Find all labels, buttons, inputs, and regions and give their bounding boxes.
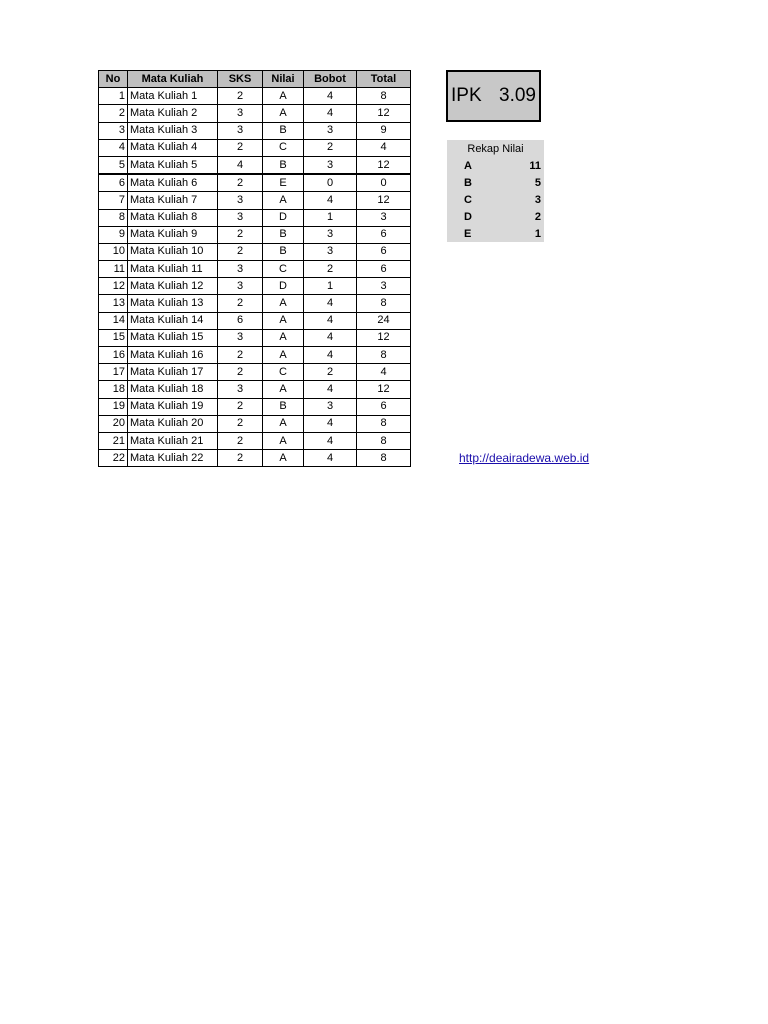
row-nilai: A xyxy=(263,381,304,398)
table-row xyxy=(99,105,411,122)
row-total: 6 xyxy=(357,243,411,260)
row-sks: 2 xyxy=(218,226,263,243)
table-row xyxy=(99,122,411,139)
row-no: 4 xyxy=(99,139,128,156)
row-mata-kuliah: Mata Kuliah 1 xyxy=(128,88,218,105)
row-total: 12 xyxy=(357,192,411,209)
row-sks: 2 xyxy=(218,364,263,381)
row-bobot: 4 xyxy=(304,329,357,346)
row-no: 15 xyxy=(99,329,128,346)
table-row xyxy=(99,156,411,174)
row-total: 0 xyxy=(357,174,411,192)
table-row xyxy=(99,226,411,243)
header-bobot: Bobot xyxy=(304,71,357,88)
row-no: 22 xyxy=(99,450,128,467)
rekap-grade: D xyxy=(447,208,506,225)
row-bobot: 4 xyxy=(304,295,357,312)
row-bobot: 4 xyxy=(304,192,357,209)
row-total: 12 xyxy=(357,105,411,122)
row-bobot: 4 xyxy=(304,88,357,105)
row-nilai: A xyxy=(263,450,304,467)
row-nilai: A xyxy=(263,329,304,346)
row-total: 8 xyxy=(357,88,411,105)
row-mata-kuliah: Mata Kuliah 20 xyxy=(128,415,218,432)
row-nilai: A xyxy=(263,312,304,329)
row-bobot: 4 xyxy=(304,381,357,398)
rekap-count: 5 xyxy=(506,174,544,191)
row-nilai: C xyxy=(263,139,304,156)
row-no: 8 xyxy=(99,209,128,226)
row-sks: 3 xyxy=(218,105,263,122)
row-total: 6 xyxy=(357,226,411,243)
row-total: 12 xyxy=(357,156,411,174)
row-mata-kuliah: Mata Kuliah 2 xyxy=(128,105,218,122)
ipk-box xyxy=(446,70,541,122)
row-nilai: A xyxy=(263,88,304,105)
row-total: 6 xyxy=(357,261,411,278)
row-mata-kuliah: Mata Kuliah 11 xyxy=(128,261,218,278)
row-bobot: 4 xyxy=(304,450,357,467)
row-nilai: D xyxy=(263,278,304,295)
row-nilai: B xyxy=(263,398,304,415)
row-sks: 2 xyxy=(218,139,263,156)
row-bobot: 2 xyxy=(304,364,357,381)
row-mata-kuliah: Mata Kuliah 10 xyxy=(128,243,218,260)
row-total: 8 xyxy=(357,347,411,364)
row-nilai: D xyxy=(263,209,304,226)
row-no: 13 xyxy=(99,295,128,312)
row-bobot: 1 xyxy=(304,278,357,295)
row-mata-kuliah: Mata Kuliah 6 xyxy=(128,174,218,192)
row-total: 8 xyxy=(357,450,411,467)
rekap-row xyxy=(447,157,544,174)
rekap-row xyxy=(447,174,544,191)
row-mata-kuliah: Mata Kuliah 19 xyxy=(128,398,218,415)
row-nilai: C xyxy=(263,364,304,381)
row-nilai: E xyxy=(263,174,304,192)
rekap-grade: B xyxy=(447,174,506,191)
row-mata-kuliah: Mata Kuliah 22 xyxy=(128,450,218,467)
row-bobot: 3 xyxy=(304,226,357,243)
row-bobot: 2 xyxy=(304,139,357,156)
grades-table xyxy=(98,70,411,467)
row-nilai: A xyxy=(263,432,304,449)
row-no: 1 xyxy=(99,88,128,105)
row-total: 12 xyxy=(357,329,411,346)
table-row xyxy=(99,381,411,398)
row-mata-kuliah: Mata Kuliah 13 xyxy=(128,295,218,312)
row-nilai: A xyxy=(263,347,304,364)
row-bobot: 1 xyxy=(304,209,357,226)
row-nilai: B xyxy=(263,226,304,243)
ipk-label: IPK xyxy=(451,85,482,106)
row-no: 9 xyxy=(99,226,128,243)
row-sks: 2 xyxy=(218,295,263,312)
row-no: 5 xyxy=(99,156,128,174)
row-mata-kuliah: Mata Kuliah 12 xyxy=(128,278,218,295)
row-sks: 6 xyxy=(218,312,263,329)
rekap-nilai-table xyxy=(447,140,544,242)
row-sks: 3 xyxy=(218,122,263,139)
row-no: 21 xyxy=(99,432,128,449)
row-bobot: 3 xyxy=(304,156,357,174)
row-total: 8 xyxy=(357,295,411,312)
row-nilai: A xyxy=(263,192,304,209)
table-header-row xyxy=(99,71,411,88)
row-bobot: 4 xyxy=(304,347,357,364)
row-nilai: A xyxy=(263,105,304,122)
row-no: 10 xyxy=(99,243,128,260)
row-bobot: 3 xyxy=(304,398,357,415)
table-row xyxy=(99,174,411,192)
row-no: 11 xyxy=(99,261,128,278)
row-no: 3 xyxy=(99,122,128,139)
row-bobot: 3 xyxy=(304,243,357,260)
header-no: No xyxy=(99,71,128,88)
row-no: 18 xyxy=(99,381,128,398)
rekap-title: Rekap Nilai xyxy=(447,140,544,157)
row-total: 12 xyxy=(357,381,411,398)
row-mata-kuliah: Mata Kuliah 14 xyxy=(128,312,218,329)
row-mata-kuliah: Mata Kuliah 15 xyxy=(128,329,218,346)
row-sks: 3 xyxy=(218,329,263,346)
row-bobot: 4 xyxy=(304,432,357,449)
rekap-table-body xyxy=(447,157,544,242)
row-nilai: B xyxy=(263,122,304,139)
row-mata-kuliah: Mata Kuliah 3 xyxy=(128,122,218,139)
rekap-grade: C xyxy=(447,191,506,208)
row-nilai: A xyxy=(263,415,304,432)
website-link[interactable]: http://deairadewa.web.id xyxy=(459,451,590,465)
row-total: 3 xyxy=(357,209,411,226)
table-row xyxy=(99,432,411,449)
row-sks: 2 xyxy=(218,347,263,364)
header-mata-kuliah: Mata Kuliah xyxy=(128,71,218,88)
table-row xyxy=(99,415,411,432)
header-nilai: Nilai xyxy=(263,71,304,88)
table-row xyxy=(99,88,411,105)
row-sks: 2 xyxy=(218,450,263,467)
row-no: 14 xyxy=(99,312,128,329)
rekap-grade: A xyxy=(447,157,506,174)
table-row xyxy=(99,278,411,295)
row-mata-kuliah: Mata Kuliah 16 xyxy=(128,347,218,364)
row-mata-kuliah: Mata Kuliah 18 xyxy=(128,381,218,398)
row-nilai: A xyxy=(263,295,304,312)
row-mata-kuliah: Mata Kuliah 5 xyxy=(128,156,218,174)
table-row xyxy=(99,261,411,278)
ipk-value: 3.09 xyxy=(499,85,536,106)
rekap-count: 1 xyxy=(506,225,544,242)
row-mata-kuliah: Mata Kuliah 8 xyxy=(128,209,218,226)
rekap-count: 11 xyxy=(506,157,544,174)
rekap-row xyxy=(447,191,544,208)
header-sks: SKS xyxy=(218,71,263,88)
row-bobot: 4 xyxy=(304,415,357,432)
row-mata-kuliah: Mata Kuliah 7 xyxy=(128,192,218,209)
row-sks: 2 xyxy=(218,88,263,105)
row-total: 8 xyxy=(357,432,411,449)
row-total: 4 xyxy=(357,139,411,156)
table-row xyxy=(99,243,411,260)
row-no: 6 xyxy=(99,174,128,192)
row-total: 8 xyxy=(357,415,411,432)
row-nilai: B xyxy=(263,156,304,174)
row-bobot: 4 xyxy=(304,105,357,122)
rekap-count: 2 xyxy=(506,208,544,225)
rekap-row xyxy=(447,208,544,225)
row-no: 19 xyxy=(99,398,128,415)
row-bobot: 0 xyxy=(304,174,357,192)
row-sks: 3 xyxy=(218,261,263,278)
row-no: 7 xyxy=(99,192,128,209)
table-row xyxy=(99,329,411,346)
row-mata-kuliah: Mata Kuliah 17 xyxy=(128,364,218,381)
row-sks: 2 xyxy=(218,415,263,432)
row-sks: 2 xyxy=(218,398,263,415)
row-nilai: B xyxy=(263,243,304,260)
row-mata-kuliah: Mata Kuliah 21 xyxy=(128,432,218,449)
table-row xyxy=(99,139,411,156)
rekap-header-row xyxy=(447,140,544,157)
table-row xyxy=(99,312,411,329)
row-total: 3 xyxy=(357,278,411,295)
table-row xyxy=(99,450,411,467)
row-total: 6 xyxy=(357,398,411,415)
row-no: 12 xyxy=(99,278,128,295)
row-mata-kuliah: Mata Kuliah 9 xyxy=(128,226,218,243)
header-total: Total xyxy=(357,71,411,88)
row-bobot: 3 xyxy=(304,122,357,139)
row-total: 4 xyxy=(357,364,411,381)
row-sks: 2 xyxy=(218,243,263,260)
row-total: 24 xyxy=(357,312,411,329)
table-row xyxy=(99,192,411,209)
row-no: 20 xyxy=(99,415,128,432)
rekap-count: 3 xyxy=(506,191,544,208)
rekap-row xyxy=(447,225,544,242)
row-bobot: 4 xyxy=(304,312,357,329)
row-no: 2 xyxy=(99,105,128,122)
row-mata-kuliah: Mata Kuliah 4 xyxy=(128,139,218,156)
table-row xyxy=(99,295,411,312)
row-nilai: C xyxy=(263,261,304,278)
row-sks: 2 xyxy=(218,174,263,192)
rekap-grade: E xyxy=(447,225,506,242)
table-row xyxy=(99,347,411,364)
row-sks: 4 xyxy=(218,156,263,174)
row-sks: 3 xyxy=(218,381,263,398)
row-sks: 2 xyxy=(218,432,263,449)
row-sks: 3 xyxy=(218,209,263,226)
row-no: 17 xyxy=(99,364,128,381)
row-sks: 3 xyxy=(218,278,263,295)
row-sks: 3 xyxy=(218,192,263,209)
table-row xyxy=(99,398,411,415)
table-row xyxy=(99,209,411,226)
table-row xyxy=(99,364,411,381)
row-no: 16 xyxy=(99,347,128,364)
grades-table-body xyxy=(99,88,411,467)
row-bobot: 2 xyxy=(304,261,357,278)
row-total: 9 xyxy=(357,122,411,139)
